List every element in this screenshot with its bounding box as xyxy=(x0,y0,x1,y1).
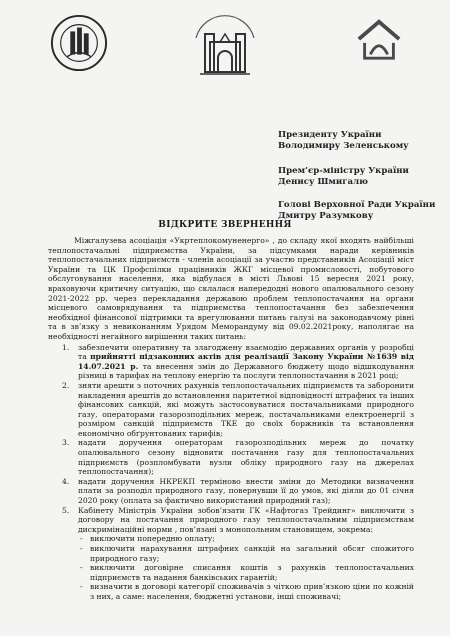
sub-item-text: виключити договірне списання коштів з рахунків теплопостачальних підприємств та надання банківських гарантій; xyxy=(90,563,414,582)
addressee-name: Володимиру Зеленському xyxy=(278,141,409,151)
intro-paragraph: Міжгалузева асоціація «Укртеплокомуненерго» , до складу якої входять найбільші теплопостачальні підприємства України, за підсумками наради керівників теплопостачальних підприємств - членів асоціації за участю представників Асоціації міст України та ЦК Профспілки працівників ЖКГ місцевої промисловості, побутового обслуговування населення, яка відбулася в місті Львові 15 вересня 2021 року, враховуючи критичну ситуацію, що склалася напередодні нового опалювального сезону 2021-2022 рр. через перекладання державою проблем теплопостачання на органи місцевого самоврядування та підприємства теплопостачання без забезпечення необхідної фінансової підтримки та врегулювання питань галузі на законодавчому рівні та в зв’язку з невиконанням Урядом Меморандуму від 09.02.2021року, наполягає на необхідності негайного вирішення таких питань: xyxy=(48,236,414,341)
sub-list-item xyxy=(78,582,414,601)
sub-list xyxy=(78,534,414,601)
document-title: ВІДКРИТЕ ЗВЕРНЕННЯ xyxy=(158,220,292,230)
association-of-cities-logo-icon xyxy=(190,12,260,82)
addressee-president xyxy=(278,130,409,152)
dash-bullet: - xyxy=(80,582,83,592)
addressee-position: Прем’єр-міністру України xyxy=(278,166,409,176)
sub-list-item xyxy=(78,544,414,563)
dash-bullet: - xyxy=(80,534,83,544)
sub-list-item xyxy=(78,534,414,544)
addressee-position: Голові Верховної Ради України xyxy=(278,200,436,210)
list-item xyxy=(48,506,414,602)
item-number: 1. xyxy=(62,342,70,352)
dash-bullet: - xyxy=(80,544,83,553)
list-item xyxy=(48,343,414,381)
addressee-position: Президенту України xyxy=(278,130,382,140)
addressee-name: Дмитру Разумкову xyxy=(278,211,374,221)
item-tail-text: та внесення змін до Державного бюджету щодо відшкодування різниці в тарифах на теплову енергію та послуги теплопостачання в 2021 році; xyxy=(78,361,414,381)
sub-item-text: виключити попередню оплату; xyxy=(90,534,215,544)
demands-list xyxy=(48,343,414,602)
sub-list-item xyxy=(78,563,414,582)
document-body xyxy=(48,236,414,602)
item-number: 2. xyxy=(62,380,70,390)
addressee-name: Денису Шмигалю xyxy=(278,177,368,187)
list-item xyxy=(48,381,414,439)
item-text: Кабінету Міністрів України зобов’язати ГК «Нафтогаз Трейдинг» виключити з договору на постачання природного газу теплопостачальним підприємствам дискримінаційні норми , пов’язані з монопольним становищем, зокрема: xyxy=(78,505,414,534)
item-text: забезпечити оперативну та злагоджену взаємодію державних органів у розробці та xyxy=(78,342,414,362)
item-text: зняти арешти з поточних рахунків теплопостачальних підприємств та заборонити накладення арештів до встановлення паритетної відповідності штрафних та інших фінансових санкцій, які можуть застосовуватися постачальниками природного газу, операторами газорозподільних мереж, постачальниками електроенергії з розміром санкцій підприємств ТКЕ до своїх боржників та встановлення економічно обґрунтованих тарифів; xyxy=(78,380,414,438)
item-text: надати доручення НКРЕКП терміново внести зміни до Методики визначення плати за розподіл природного газу, повернувши її до умов, які діяли до 01 січня 2020 року (оплата за фактично використаний природний газ); xyxy=(78,476,414,506)
addressee-prime-minister xyxy=(278,166,409,188)
ukrteplokomunenergo-logo-icon xyxy=(50,14,108,72)
item-number: 4. xyxy=(62,476,70,486)
dash-bullet: - xyxy=(80,563,83,573)
item-number: 5. xyxy=(62,505,70,515)
addressee-parliament-head xyxy=(278,200,435,222)
item-bold-text: прийнятті підзаконних актів для реалізації Закону України №1639 від 14.07.2021 р. xyxy=(78,352,414,371)
sub-item-text: виключити нарахування штрафних санкцій на загальний обсяг спожитого природного газу; xyxy=(90,544,414,563)
list-item xyxy=(48,477,414,506)
house-logo-icon xyxy=(355,16,403,64)
sub-item-text: визначити в договорі категорії споживачів з чіткою прив’язкою ціни по кожній з них, а саме: населення, бюджетні установи, інші споживачі; xyxy=(90,582,414,601)
list-item xyxy=(48,438,414,476)
item-number: 3. xyxy=(62,438,70,448)
item-text: надати доручення операторам газорозподільних мереж до початку опалювального сезону відновити постачання газу для теплопостачальних підприємств (розпломбувати вузли обліку природного газу на джерелах теплопостачання); xyxy=(78,438,414,477)
